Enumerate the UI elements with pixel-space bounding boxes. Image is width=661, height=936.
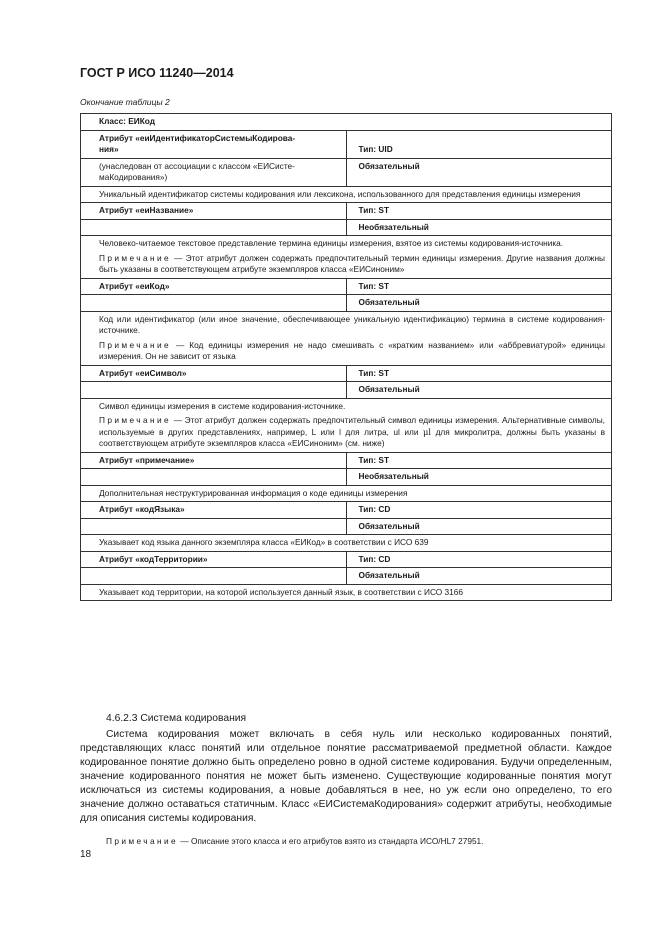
attribute-description-cell bbox=[81, 311, 612, 365]
attribute-name-line: Атрибут «еиИдентификаторСистемыКодирова- bbox=[99, 132, 296, 143]
note-paragraph bbox=[99, 253, 605, 276]
section-body-text: Система кодирования может включать в себя нуль или несколько кодированных понятий, представляющих класс понятий или отдельное понятие рассматриваемой предметной области. Каждое кодированное понятие должно быть определено ровно в одной системе кодирования. Будучи определенным, значение кодированного понятия не может быть изменено. Существующие кодированные понятия могут исключаться из системы кодирования, а новые добавляться в нее, но уж если оно определено, то его значение должно оставаться статичным. Класс «ЕИСистемаКодирования» содержит атрибуты, необходимые для описания системы кодирования. bbox=[80, 729, 612, 824]
empty-cell bbox=[81, 469, 347, 486]
table-row bbox=[81, 311, 612, 365]
note-text: — Описание этого класса и его атрибутов взято из стандарта ИСО/HL7 27951. bbox=[178, 836, 484, 846]
inherited-line: (унаследован от ассоциации с классом «ЕИСисте- bbox=[99, 160, 295, 171]
obligation-cell: Обязательный bbox=[346, 568, 612, 585]
note-paragraph bbox=[99, 340, 605, 363]
note-label: Примечание bbox=[99, 339, 172, 350]
empty-cell bbox=[81, 518, 347, 535]
attribute-type-cell: Тип: UID bbox=[346, 130, 612, 158]
table-row bbox=[81, 568, 612, 585]
obligation-cell: Обязательный bbox=[346, 158, 612, 186]
attribute-name-cell: Атрибут «примечание» bbox=[81, 452, 347, 469]
attribute-description-cell bbox=[81, 398, 612, 452]
attribute-type-cell: Тип: ST bbox=[346, 203, 612, 220]
table-row bbox=[81, 551, 612, 568]
description-text: Человеко-читаемое текстовое представление термина единицы измерения, взятое из системы кодирования-источника. bbox=[99, 238, 564, 248]
note-text: — Этот атрибут должен содержать предпочтительный символ единицы измерения. Альтернативные символы, используемые в других представлениях, например, L или l для литра, ul или bbox=[99, 415, 605, 437]
note-paragraph bbox=[99, 415, 605, 450]
empty-cell bbox=[81, 295, 347, 312]
empty-cell bbox=[81, 568, 347, 585]
table-row bbox=[81, 452, 612, 469]
attribute-type-cell: Тип: CD bbox=[346, 551, 612, 568]
page-number: 18 bbox=[80, 849, 92, 860]
table-row bbox=[81, 295, 612, 312]
table-row bbox=[81, 158, 612, 186]
table-row bbox=[81, 365, 612, 382]
obligation-cell: Обязательный bbox=[346, 295, 612, 312]
inherited-line: маКодирования») bbox=[99, 172, 168, 182]
attribute-name-cell: Атрибут «еиНазвание» bbox=[81, 203, 347, 220]
table-row bbox=[81, 584, 612, 601]
section-coding-system bbox=[80, 712, 612, 848]
attribute-name-cell: Атрибут «кодТерритории» bbox=[81, 551, 347, 568]
attribute-type-cell: Тип: ST bbox=[346, 452, 612, 469]
table-row bbox=[81, 203, 612, 220]
attribute-description-cell: Уникальный идентификатор системы кодирования или лексикона, использованного для представления единицы измерения bbox=[81, 186, 612, 203]
table-row bbox=[81, 114, 612, 131]
table-row bbox=[81, 278, 612, 295]
table-row bbox=[81, 469, 612, 486]
attribute-type-cell: Тип: CD bbox=[346, 502, 612, 519]
micro-symbol: μl bbox=[423, 426, 432, 437]
section-note bbox=[80, 834, 612, 848]
table-row bbox=[81, 130, 612, 158]
obligation-cell: Необязательный bbox=[346, 219, 612, 236]
empty-cell bbox=[81, 219, 347, 236]
attribute-name-cell bbox=[81, 130, 347, 158]
table-row bbox=[81, 398, 612, 452]
table-row bbox=[81, 502, 612, 519]
note-text: — Код единицы измерения не надо смешивать с «кратким названием» или «аббревиатурой» единицы измерения. Он не зависит от языка bbox=[99, 339, 605, 361]
empty-cell bbox=[81, 382, 347, 399]
obligation-cell: Обязательный bbox=[346, 382, 612, 399]
section-heading: 4.6.2.3 Система кодирования bbox=[106, 713, 247, 724]
note-label: Примечание bbox=[99, 252, 172, 263]
note-label: Примечание bbox=[99, 415, 172, 425]
class-header-cell: Класс: ЕИКод bbox=[81, 114, 612, 131]
attribute-description-cell: Дополнительная неструктурированная информация о коде единицы измерения bbox=[81, 485, 612, 502]
table-row bbox=[81, 535, 612, 552]
attribute-description-cell: Указывает код территории, на которой используется данный язык, в соответствии с ИСО 3166 bbox=[81, 584, 612, 601]
obligation-cell: Необязательный bbox=[346, 469, 612, 486]
attribute-name-cell: Атрибут «еиКод» bbox=[81, 278, 347, 295]
note-label: Примечание bbox=[106, 836, 179, 846]
obligation-cell: Обязательный bbox=[346, 518, 612, 535]
description-text: Код или идентификатор (или иное значение, обеспечивающее уникальную идентификацию) термина в системе кодирования-источнике. bbox=[99, 313, 605, 335]
note-text: для микролитра, должны быть указаны в соответствующем атрибуте экземпляров класса «ЕИСиноним» (см. ниже) bbox=[99, 426, 605, 448]
table-row bbox=[81, 186, 612, 203]
attribute-name-cell: Атрибут «еиСимвол» bbox=[81, 365, 347, 382]
attribute-description-cell bbox=[81, 236, 612, 279]
inherited-note-cell bbox=[81, 158, 347, 186]
attribute-name-line: ния» bbox=[99, 144, 119, 154]
table-row bbox=[81, 236, 612, 279]
table-row bbox=[81, 518, 612, 535]
note-text: — Этот атрибут должен содержать предпочтительный термин единицы измерения. Другие названия должны быть указаны в соответствующем атрибуте экземпляров класса «ЕИСиноним» bbox=[99, 252, 605, 274]
attribute-table bbox=[80, 113, 612, 601]
table-caption: Окончание таблицы 2 bbox=[80, 97, 170, 107]
table-row bbox=[81, 382, 612, 399]
table-row bbox=[81, 485, 612, 502]
attribute-type-cell: Тип: ST bbox=[346, 278, 612, 295]
attribute-name-cell: Атрибут «кодЯзыка» bbox=[81, 502, 347, 519]
attribute-type-cell: Тип: ST bbox=[346, 365, 612, 382]
description-text: Символ единицы измерения в системе кодирования-источнике. bbox=[99, 400, 346, 411]
table-row bbox=[81, 219, 612, 236]
document-title: ГОСТ Р ИСО 11240—2014 bbox=[80, 66, 234, 80]
attribute-description-cell: Указывает код языка данного экземпляра класса «ЕИКод» в соответствии с ИСО 639 bbox=[81, 535, 612, 552]
